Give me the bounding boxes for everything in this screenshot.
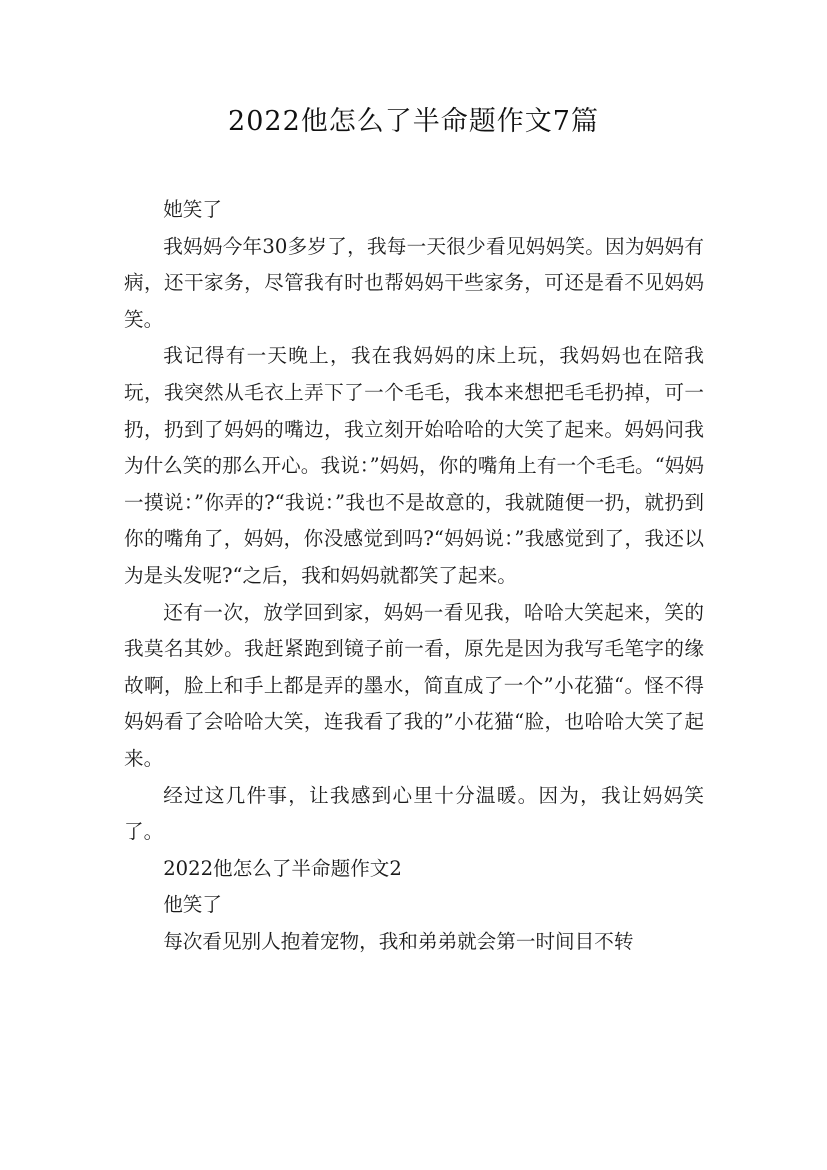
paragraph-4: 经过这几件事，让我感到心里十分温暖。因为，我让妈妈笑了。 bbox=[124, 783, 704, 844]
paragraph-2: 我记得有一天晚上，我在我妈妈的床上玩，我妈妈也在陪我玩，我突然从毛衣上弄下了一个毛毛，我本来想把毛毛扔掉，可一扔，扔到了妈妈的嘴边，我立刻开始哈哈的大笑了起来。妈妈问我为什么笑的那么开心。我说：”妈妈，你的嘴角上有一个毛毛。“妈妈一摸说：”你弄的?“我说：”我也不是故意的，我就随便一扔，就扔到你的嘴角了，妈妈，你没感觉到吗?“妈妈说：”我感觉到了，我还以为是头发呢?“之后，我和妈妈就都笑了起来。 bbox=[124, 344, 704, 587]
document-body bbox=[124, 192, 704, 960]
paragraph-subtitle: 她笑了 bbox=[163, 198, 222, 221]
document-title: 2022他怎么了半命题作文7篇 bbox=[228, 106, 599, 137]
section-heading: 2022他怎么了半命题作文2 bbox=[163, 856, 402, 880]
section-subtitle: 他笑了 bbox=[163, 893, 222, 917]
paragraph-3: 还有一次，放学回到家，妈妈一看见我，哈哈大笑起来，笑的我莫名其妙。我赶紧跑到镜子前一看，原先是因为我写毛笔字的缘故啊，脸上和手上都是弄的墨水，简直成了一个”小花猫“。怪不得妈妈看了会哈哈大笑，连我看了我的”小花猫“脸，也哈哈大笑了起来。 bbox=[124, 600, 704, 770]
paragraph-5: 每次看见别人抱着宠物，我和弟弟就会第一时间目不转 bbox=[163, 929, 634, 953]
paragraph-1: 我妈妈今年30多岁了，我每一天很少看见妈妈笑。因为妈妈有病，还干家务，尽管我有时也帮妈妈干些家务，可还是看不见妈妈笑。 bbox=[124, 234, 704, 331]
